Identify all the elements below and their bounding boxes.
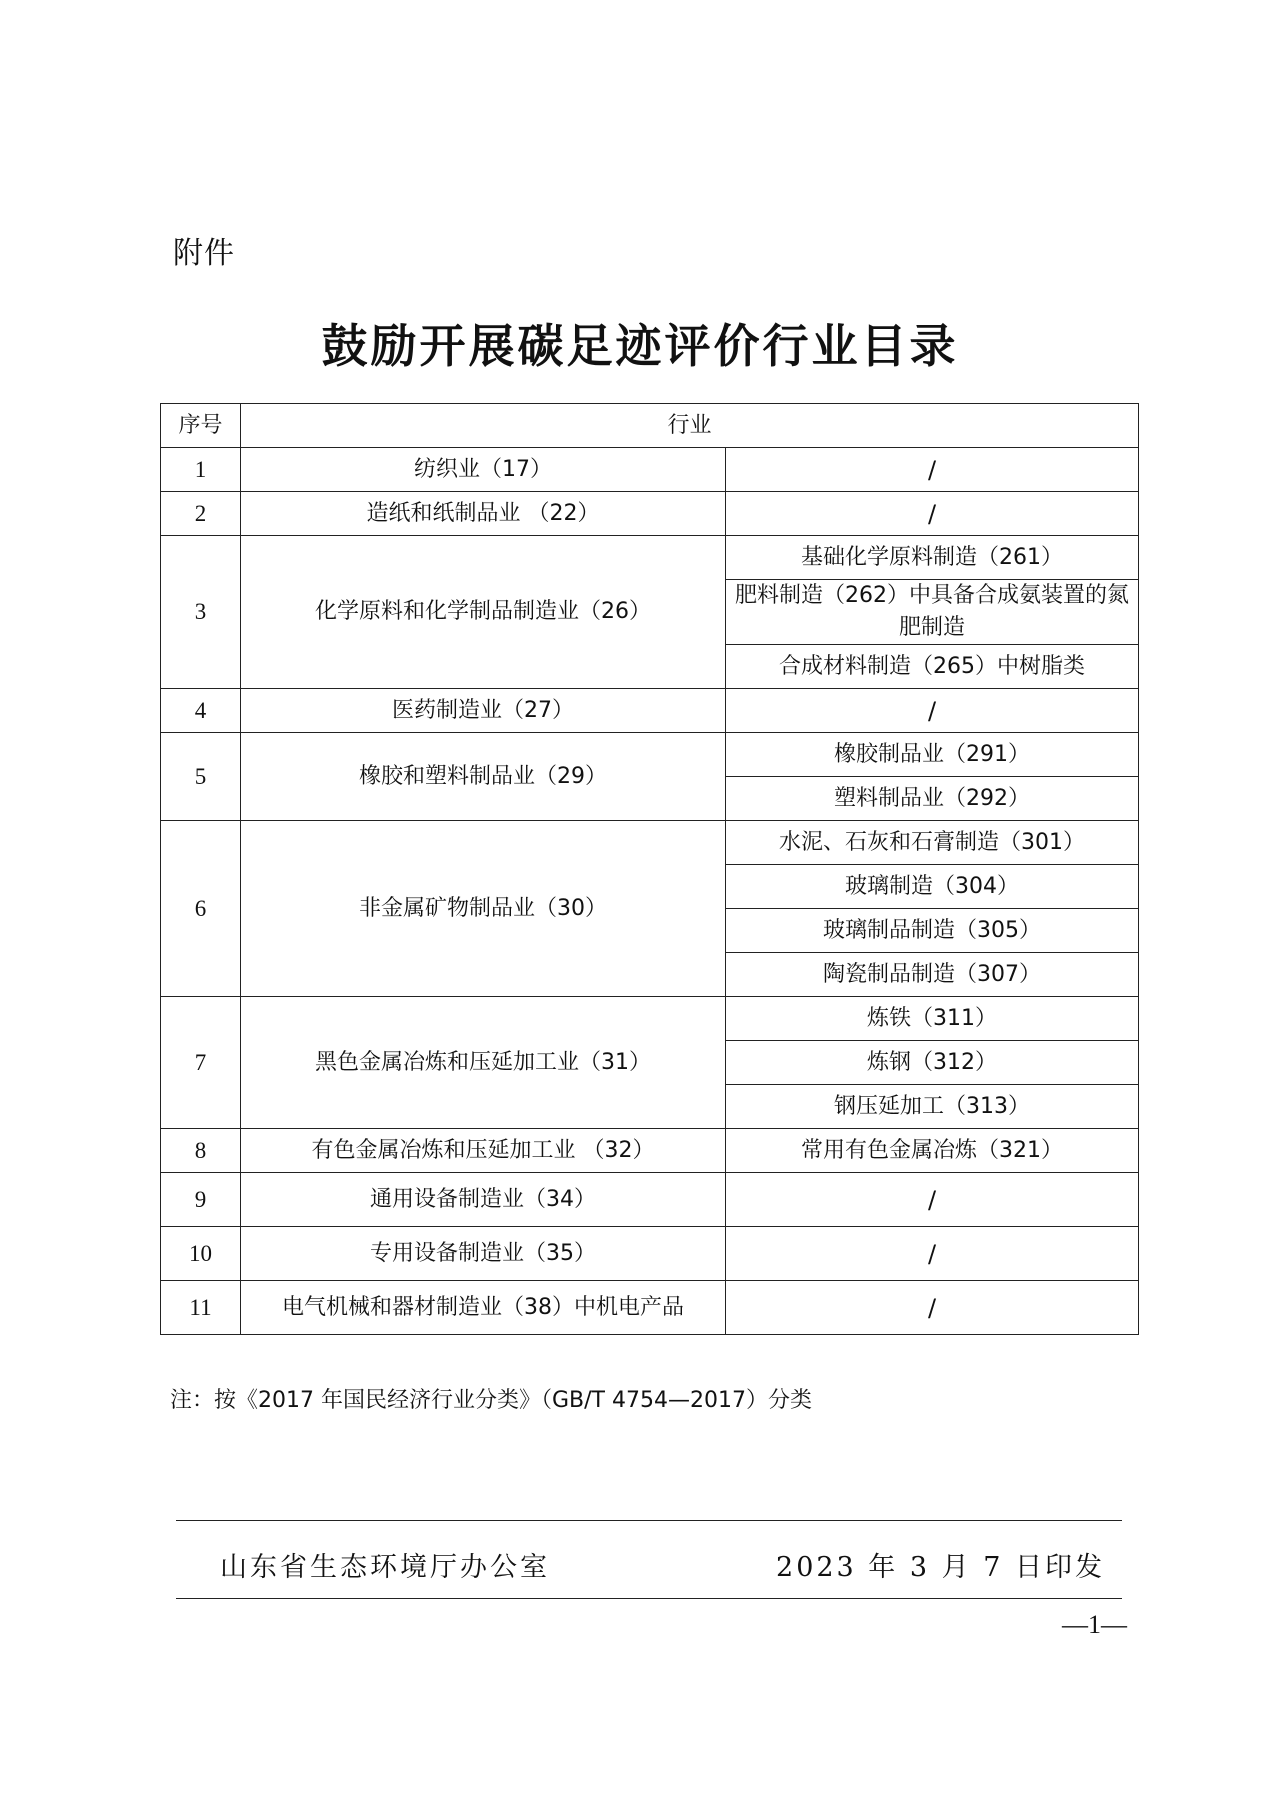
attachment-label: 附件: [173, 236, 235, 271]
row-sub-industry: 橡胶制品业（291）: [726, 733, 1139, 777]
row-seq: 10: [161, 1227, 241, 1281]
row-industry: 通用设备制造业（34）: [241, 1173, 726, 1227]
row-seq: 7: [161, 997, 241, 1129]
row-seq: 3: [161, 536, 241, 689]
row-industry: 黑色金属冶炼和压延加工业（31）: [241, 997, 726, 1129]
row-sub-industry: 陶瓷制品制造（307）: [726, 953, 1139, 997]
row-sub-industry: /: [726, 492, 1139, 536]
row-seq: 2: [161, 492, 241, 536]
table-row: [161, 448, 1139, 492]
row-seq: 8: [161, 1129, 241, 1173]
row-sub-industry: 合成材料制造（265）中树脂类: [726, 645, 1139, 689]
row-seq: 4: [161, 689, 241, 733]
row-industry: 有色金属冶炼和压延加工业 （32）: [241, 1129, 726, 1173]
row-industry: 专用设备制造业（35）: [241, 1227, 726, 1281]
row-sub-industry: /: [726, 1281, 1139, 1335]
row-sub-industry: 炼钢（312）: [726, 1041, 1139, 1085]
table-row: [161, 1173, 1139, 1227]
document-title: 鼓励开展碳足迹评价行业目录: [321, 319, 959, 373]
table-header-row: [161, 404, 1139, 448]
row-industry: 医药制造业（27）: [241, 689, 726, 733]
issuer-name: 山东省生态环境厅办公室: [220, 1552, 550, 1583]
page-number: —1—: [1062, 1610, 1127, 1639]
row-seq: 5: [161, 733, 241, 821]
row-industry: 非金属矿物制品业（30）: [241, 821, 726, 997]
row-sub-industry: 常用有色金属冶炼（321）: [726, 1129, 1139, 1173]
row-sub-industry: 玻璃制品制造（305）: [726, 909, 1139, 953]
classification-note: 注：按《2017 年国民经济行业分类》（GB/T 4754—2017）分类: [170, 1388, 812, 1413]
row-sub-industry: 塑料制品业（292）: [726, 777, 1139, 821]
table-row: [161, 733, 1139, 777]
row-sub-industry: 水泥、石灰和石膏制造（301）: [726, 821, 1139, 865]
row-seq: 11: [161, 1281, 241, 1335]
footer-top-rule: [176, 1520, 1122, 1521]
row-sub-industry: /: [726, 448, 1139, 492]
row-sub-industry: 基础化学原料制造（261）: [726, 536, 1139, 580]
table-row: [161, 997, 1139, 1041]
issue-date: 2023 年 3 月 7 日印发: [776, 1552, 1105, 1583]
row-sub-industry: /: [726, 1173, 1139, 1227]
row-sub-industry: /: [726, 1227, 1139, 1281]
row-industry: 造纸和纸制品业 （22）: [241, 492, 726, 536]
row-industry: 橡胶和塑料制品业（29）: [241, 733, 726, 821]
footer-bottom-rule: [176, 1598, 1122, 1599]
table-row: [161, 1281, 1139, 1335]
row-sub-industry: /: [726, 689, 1139, 733]
row-seq: 9: [161, 1173, 241, 1227]
table-row: [161, 689, 1139, 733]
row-industry: 纺织业（17）: [241, 448, 726, 492]
table-row: [161, 536, 1139, 580]
row-sub-industry: 玻璃制造（304）: [726, 865, 1139, 909]
row-industry: 电气机械和器材制造业（38）中机电产品: [241, 1281, 726, 1335]
row-seq: 6: [161, 821, 241, 997]
table-row: [161, 1227, 1139, 1281]
table-row: [161, 1129, 1139, 1173]
table-row: [161, 492, 1139, 536]
header-industry: 行业: [241, 404, 1139, 448]
row-seq: 1: [161, 448, 241, 492]
row-sub-industry: 炼铁（311）: [726, 997, 1139, 1041]
header-seq: 序号: [161, 404, 241, 448]
industry-catalog-table: [160, 403, 1139, 1335]
row-sub-industry: 钢压延加工（313）: [726, 1085, 1139, 1129]
row-industry: 化学原料和化学制品制造业（26）: [241, 536, 726, 689]
table-row: [161, 821, 1139, 865]
row-sub-industry: 肥料制造（262）中具备合成氨装置的氮肥制造: [726, 580, 1139, 645]
